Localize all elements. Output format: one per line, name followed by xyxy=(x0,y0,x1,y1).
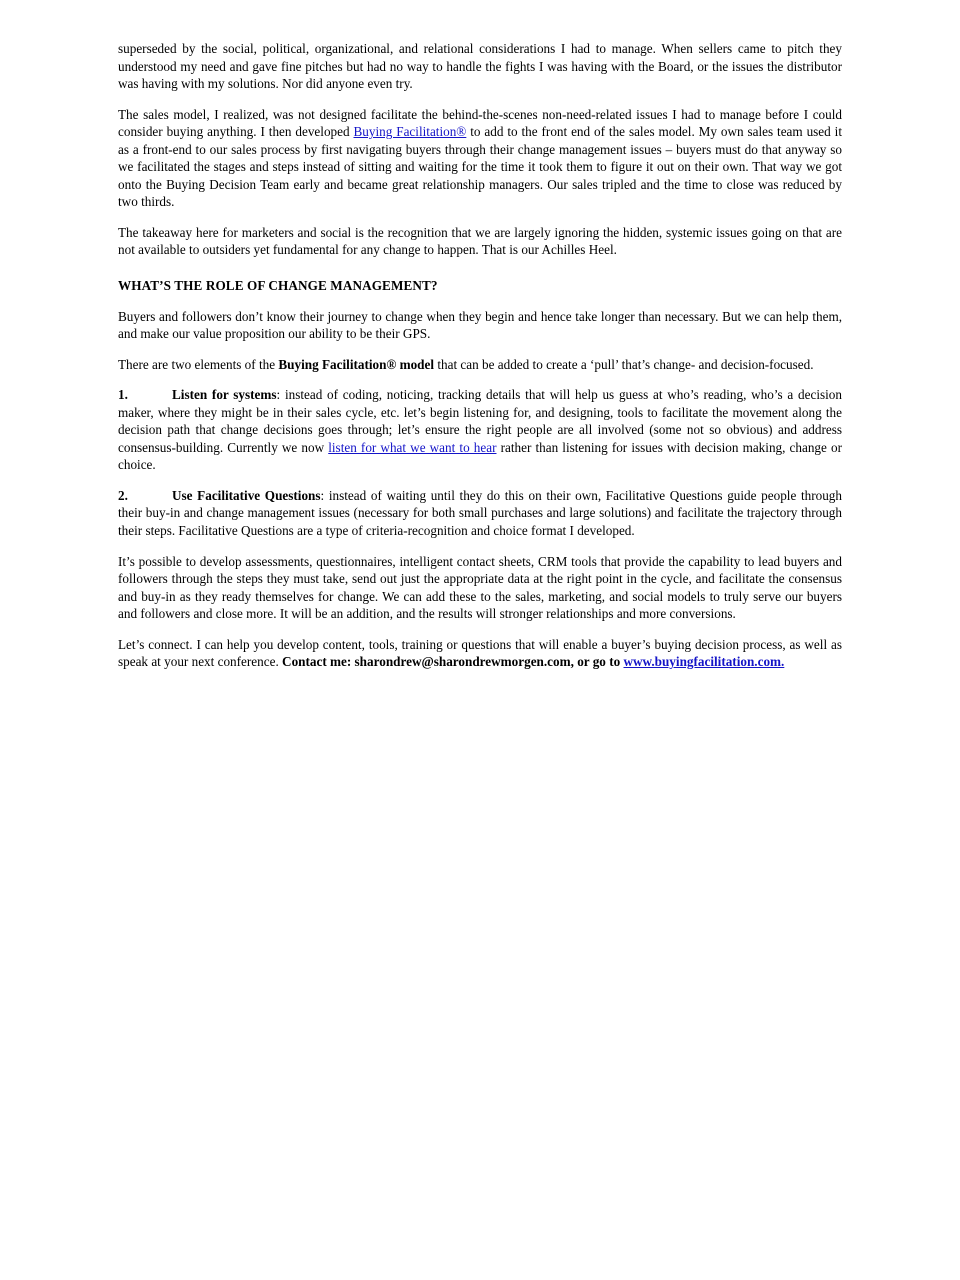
paragraph-5-bold-term: Buying Facilitation® model xyxy=(278,356,435,372)
paragraph-2 xyxy=(118,106,842,211)
document-body xyxy=(118,40,842,671)
numbered-item-2-title: Use Facilitative Questions xyxy=(172,487,321,503)
buyingfacilitation-website-link[interactable]: www.buyingfacilitation.com. xyxy=(623,654,785,670)
paragraph-5-text-part-2: that can be added to create a ‘pull’ that’s change- and decision-focused. xyxy=(434,356,814,372)
contact-email-line: Contact me: sharondrew@sharondrewmorgen.com, or go xyxy=(282,654,606,670)
numbered-item-1-marker: 1. xyxy=(118,387,128,403)
paragraph-4-text: Buyers and followers don’t know their journey to change when they begin and hence take longer than necessary. But we can help them, and make our value proposition our ability to be their GPS. xyxy=(118,308,842,342)
numbered-item-1 xyxy=(118,386,842,474)
listen-for-what-we-want-to-hear-link[interactable]: listen for what we want to hear xyxy=(328,439,497,455)
numbered-item-2 xyxy=(118,487,842,540)
numbered-item-1-text-part-2: rather than listening for issues with decision making, change or choice. xyxy=(118,439,842,473)
paragraph-6 xyxy=(118,553,842,623)
paragraph-3 xyxy=(118,224,842,259)
paragraph-7-contact xyxy=(118,636,842,671)
paragraph-5-text-part-1: There are two elements of the xyxy=(118,356,279,372)
numbered-item-1-text-part-1: : instead of coding, noticing, tracking details that will help us guess at who’s reading, who’s a decision maker, where they might be in their sales cycle, etc. let’s begin listening for, and designing, tools to facilitate the movement along the decision path that change decisions goes through; let’s ensure the right people are all involved (some not so obvious) and address consensus-building. Currently we now xyxy=(118,387,842,455)
paragraph-6-text: It’s possible to develop assessments, questionnaires, intelligent contact sheets, CRM tools that provide the capability to lead buyers and followers through the steps they must take, send out just the appropriate data at the right point in the cycle, and facilitate the consensus and buy-in as they ready themselves for change. We can add these to the sales, marketing, and social models to truly serve our buyers and followers and close more. It will be an addition, and the results will stronger relationships and more conversions. xyxy=(118,553,842,622)
numbered-item-2-marker: 2. xyxy=(118,487,128,503)
paragraph-5 xyxy=(118,356,842,374)
numbered-item-2-text: : instead of waiting until they do this on their own, Facilitative Questions guide people through their buy-in and change management issues (necessary for both small purchases and large solutions) and facilitate the trajectory through their steps. Facilitative Questions are a type of criteria-recognition and choice format I developed. xyxy=(118,487,842,539)
paragraph-2-text-part-1: The sales model, I realized, was not designed facilitate the behind-the-scenes non-need-related issues I had to manage before I could consider buying anything. I then developed xyxy=(118,106,842,140)
contact-to-label: to xyxy=(609,654,624,670)
section-heading-change-management: WHAT’S THE ROLE OF CHANGE MANAGEMENT? xyxy=(118,278,438,294)
paragraph-1 xyxy=(118,40,842,93)
paragraph-1-text: superseded by the social, political, organizational, and relational considerations I had to manage. When sellers came to pitch they understood my need and gave fine pitches but had no way to handle the fights I was having with the Board, or the issues the distributor was having with my solutions. Nor did anyone even try. xyxy=(118,41,842,92)
paragraph-7-text: Let’s connect. I can help you develop content, tools, training or questions that will enable a buyer’s buying decision process, as well as speak at your next conference. xyxy=(118,636,842,670)
numbered-item-1-title: Listen for systems xyxy=(172,387,277,403)
paragraph-3-text: The takeaway here for marketers and social is the recognition that we are largely ignoring the hidden, systemic issues going on that are not available to outsiders yet fundamental for any change to happen. That is our Achilles Heel. xyxy=(118,224,842,258)
paragraph-4 xyxy=(118,308,842,343)
buying-facilitation-link[interactable]: Buying Facilitation® xyxy=(353,124,467,140)
paragraph-2-text-part-2: to add to the front end of the sales model. My own sales team used it as a front-end to our sales process by first navigating buyers through their change management issues – buyers must do that anyway so we facilitated the stages and steps instead of sitting and waiting for the time it took them to figure it out on their own. That way we got onto the Buying Decision Team early and became great relationship managers. Our sales tripled and the time to close was reduced by two thirds. xyxy=(118,124,842,210)
